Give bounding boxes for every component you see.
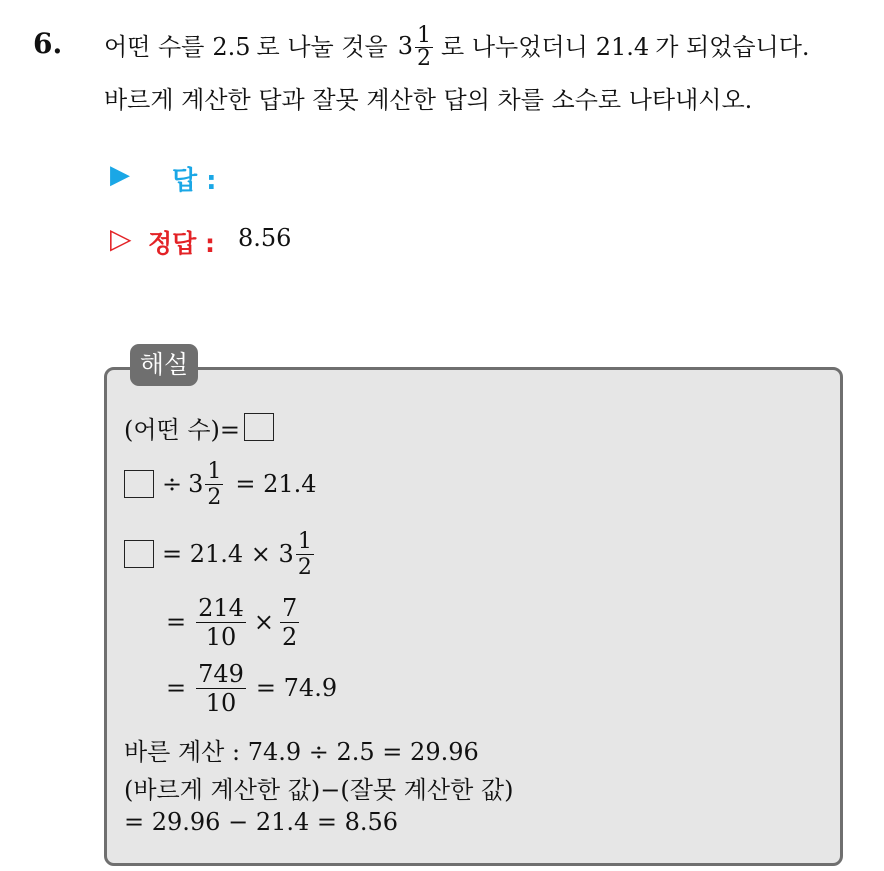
correct-value: 8.56 (238, 224, 292, 252)
problem-line-2: 바르게 계산한 답과 잘못 계산한 답의 차를 소수로 나타내시오. (104, 86, 753, 114)
solution-line-1 (124, 410, 274, 444)
mixed-number (397, 22, 435, 71)
mixed-denominator: 2 (417, 45, 432, 71)
l4-fraction-2 (280, 594, 299, 651)
l3-rhs: = 21.4 × 3 (162, 540, 294, 568)
answer-label: 답 : (172, 166, 217, 196)
l2-denominator: 2 (207, 484, 222, 510)
problem-line-1 (104, 22, 810, 72)
l4-denominator-1: 10 (196, 622, 246, 651)
mixed-whole: 3 (397, 31, 414, 60)
l5-fraction (196, 660, 246, 717)
blank-box (124, 540, 154, 568)
problem-text-3: 로 나누었더니 (441, 33, 588, 61)
solution-l1-text: (어떤 수)= (124, 415, 241, 444)
solution-tag: 해설 (130, 344, 198, 386)
l3-denominator: 2 (297, 554, 312, 580)
correct-label: 정답 : (148, 229, 216, 258)
l2-rhs: = 21.4 (235, 470, 317, 498)
solution-line-5 (166, 658, 337, 718)
solution-line-8: = 29.96 − 21.4 = 8.56 (124, 808, 399, 836)
l4-numerator-1: 214 (198, 593, 244, 622)
solution-line-4 (166, 592, 301, 652)
l2-whole: 3 (188, 470, 204, 498)
l3-fraction (296, 529, 314, 580)
mixed-fraction (415, 22, 433, 71)
problem-text-1: 어떤 수를 (104, 33, 205, 61)
blank-box (244, 413, 274, 441)
problem-text-4: 가 되었습니다. (655, 33, 810, 61)
problem-number: 6. (33, 27, 63, 60)
mixed-numerator: 1 (417, 22, 432, 48)
blank-box (124, 470, 154, 498)
l5-numerator: 749 (198, 659, 244, 688)
l3-numerator: 1 (297, 528, 312, 554)
solution-line-2 (124, 456, 317, 512)
divide-sign: ÷ (162, 470, 183, 498)
l2-numerator: 1 (207, 458, 222, 484)
l4-fraction-1 (196, 594, 246, 651)
problem-result: 21.4 (595, 33, 650, 61)
l4-equals: = (166, 608, 187, 636)
l5-equals: = (166, 674, 187, 702)
solution-line-7: (바르게 계산한 값)−(잘못 계산한 값) (124, 776, 514, 804)
l4-denominator-2: 2 (282, 622, 298, 651)
correct-arrow-icon: ▷ (110, 222, 132, 255)
solution-line-3 (124, 526, 316, 582)
l5-denominator: 10 (196, 688, 246, 717)
problem-text-2: 로 나눌 것을 (256, 33, 388, 61)
l4-numerator-2: 7 (282, 593, 298, 622)
solution-line-6: 바른 계산 : 74.9 ÷ 2.5 = 29.96 (124, 738, 479, 766)
multiply-sign: × (253, 608, 275, 636)
l2-fraction (205, 459, 223, 510)
answer-arrow-icon: ▶ (110, 160, 130, 190)
problem-divisor: 2.5 (212, 33, 251, 61)
l5-rhs: = 74.9 (255, 674, 338, 702)
